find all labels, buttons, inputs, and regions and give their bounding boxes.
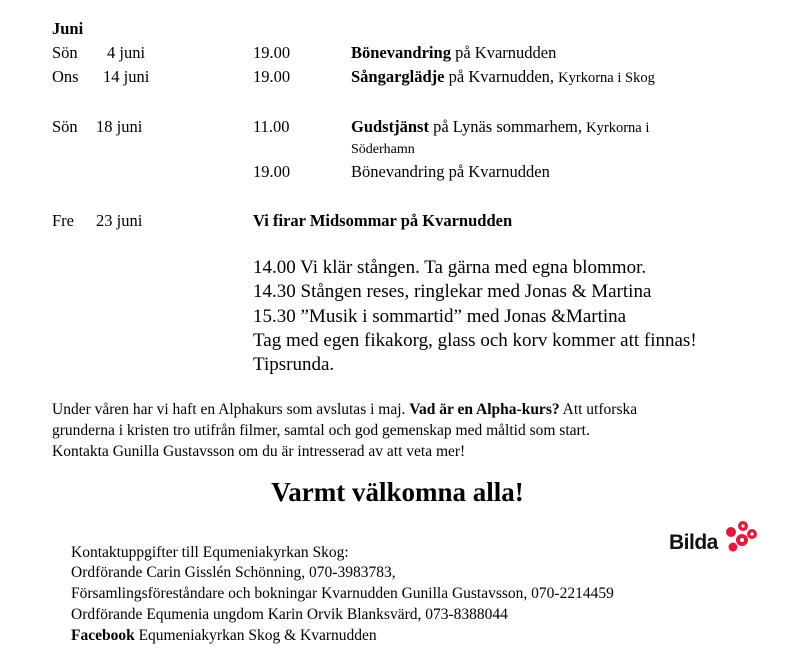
event-note-continued: Söderhamn: [351, 142, 415, 157]
event-time: 19.00: [253, 43, 291, 62]
event-date: 23 juni: [96, 211, 143, 230]
event-title: Bönevandring: [351, 43, 451, 62]
event-day: Sön: [52, 117, 78, 136]
contact-line: Församlingsföreståndare och bokningar Kvarnudden Gunilla Gustavsson, 070-2214459: [71, 585, 614, 602]
bilda-logo: [669, 519, 759, 559]
event-time: 19.00: [253, 162, 291, 181]
event-description: Bönevandring på Kvarnudden: [351, 162, 550, 181]
event-day: Fre: [52, 211, 74, 230]
bilda-symbol-icon: [721, 519, 761, 553]
alpha-paragraph-line: Under våren har vi haft en Alphakurs som avslutas i maj. Vad är en Alpha-kurs? Att utforska: [52, 401, 638, 418]
event-description: Gudstjänst på Lynäs sommarhem, Kyrkorna i: [351, 117, 650, 136]
contact-line: Ordförande Carin Gisslén Schönning, 070-3983783,: [71, 564, 396, 581]
facebook-label: Facebook: [71, 627, 135, 644]
alpha-paragraph-line: grunderna i kristen tro utifrån filmer, samtal och god gemenskap med måltid som start.: [52, 422, 590, 439]
month-heading: Juni: [52, 19, 84, 38]
facebook-line: Facebook Equmeniakyrkan Skog & Kvarnudden: [71, 627, 377, 644]
logo-text: Bilda: [669, 531, 718, 554]
program-line: 14.30 Stången reses, ringlekar med Jonas & Martina: [253, 281, 652, 302]
event-date: 4 juni: [107, 43, 146, 62]
event-title: Vi firar Midsommar på Kvarnudden: [253, 211, 513, 230]
event-title: Sångarglädje: [351, 67, 445, 86]
alpha-paragraph-line: Kontakta Gunilla Gustavsson om du är intresserad av att veta mer!: [52, 443, 466, 460]
event-time: 19.00: [253, 67, 291, 86]
program-line: Tag med egen fikakorg, glass och korv kommer att finnas!: [253, 330, 697, 351]
program-line: Tipsrunda.: [253, 354, 335, 375]
event-note: Kyrkorna i Skog: [558, 70, 655, 86]
event-note: Kyrkorna i: [586, 120, 650, 136]
program-line: 14.00 Vi klär stången. Ta gärna med egna blommor.: [253, 257, 647, 278]
event-description: Bönevandring på Kvarnudden: [351, 43, 557, 62]
alpha-question: Vad är en Alpha-kurs?: [409, 401, 560, 418]
program-line: 15.30 ”Musik i sommartid” med Jonas &Martina: [253, 306, 627, 327]
event-description: Sångarglädje på Kvarnudden, Kyrkorna i Skog: [351, 67, 655, 86]
contact-heading: Kontaktuppgifter till Equmeniakyrkan Skog:: [71, 544, 349, 561]
welcome-heading: Varmt välkomna alla!: [271, 477, 524, 507]
contact-line: Ordförande Equmenia ungdom Karin Orvik Blanksvärd, 073-8388044: [71, 606, 508, 623]
event-day: Ons: [52, 67, 79, 86]
event-title: Gudstjänst: [351, 117, 429, 136]
event-day: Sön: [52, 43, 78, 62]
event-date: 14 juni: [103, 67, 150, 86]
event-time: 11.00: [253, 117, 290, 136]
event-date: 18 juni: [96, 117, 143, 136]
